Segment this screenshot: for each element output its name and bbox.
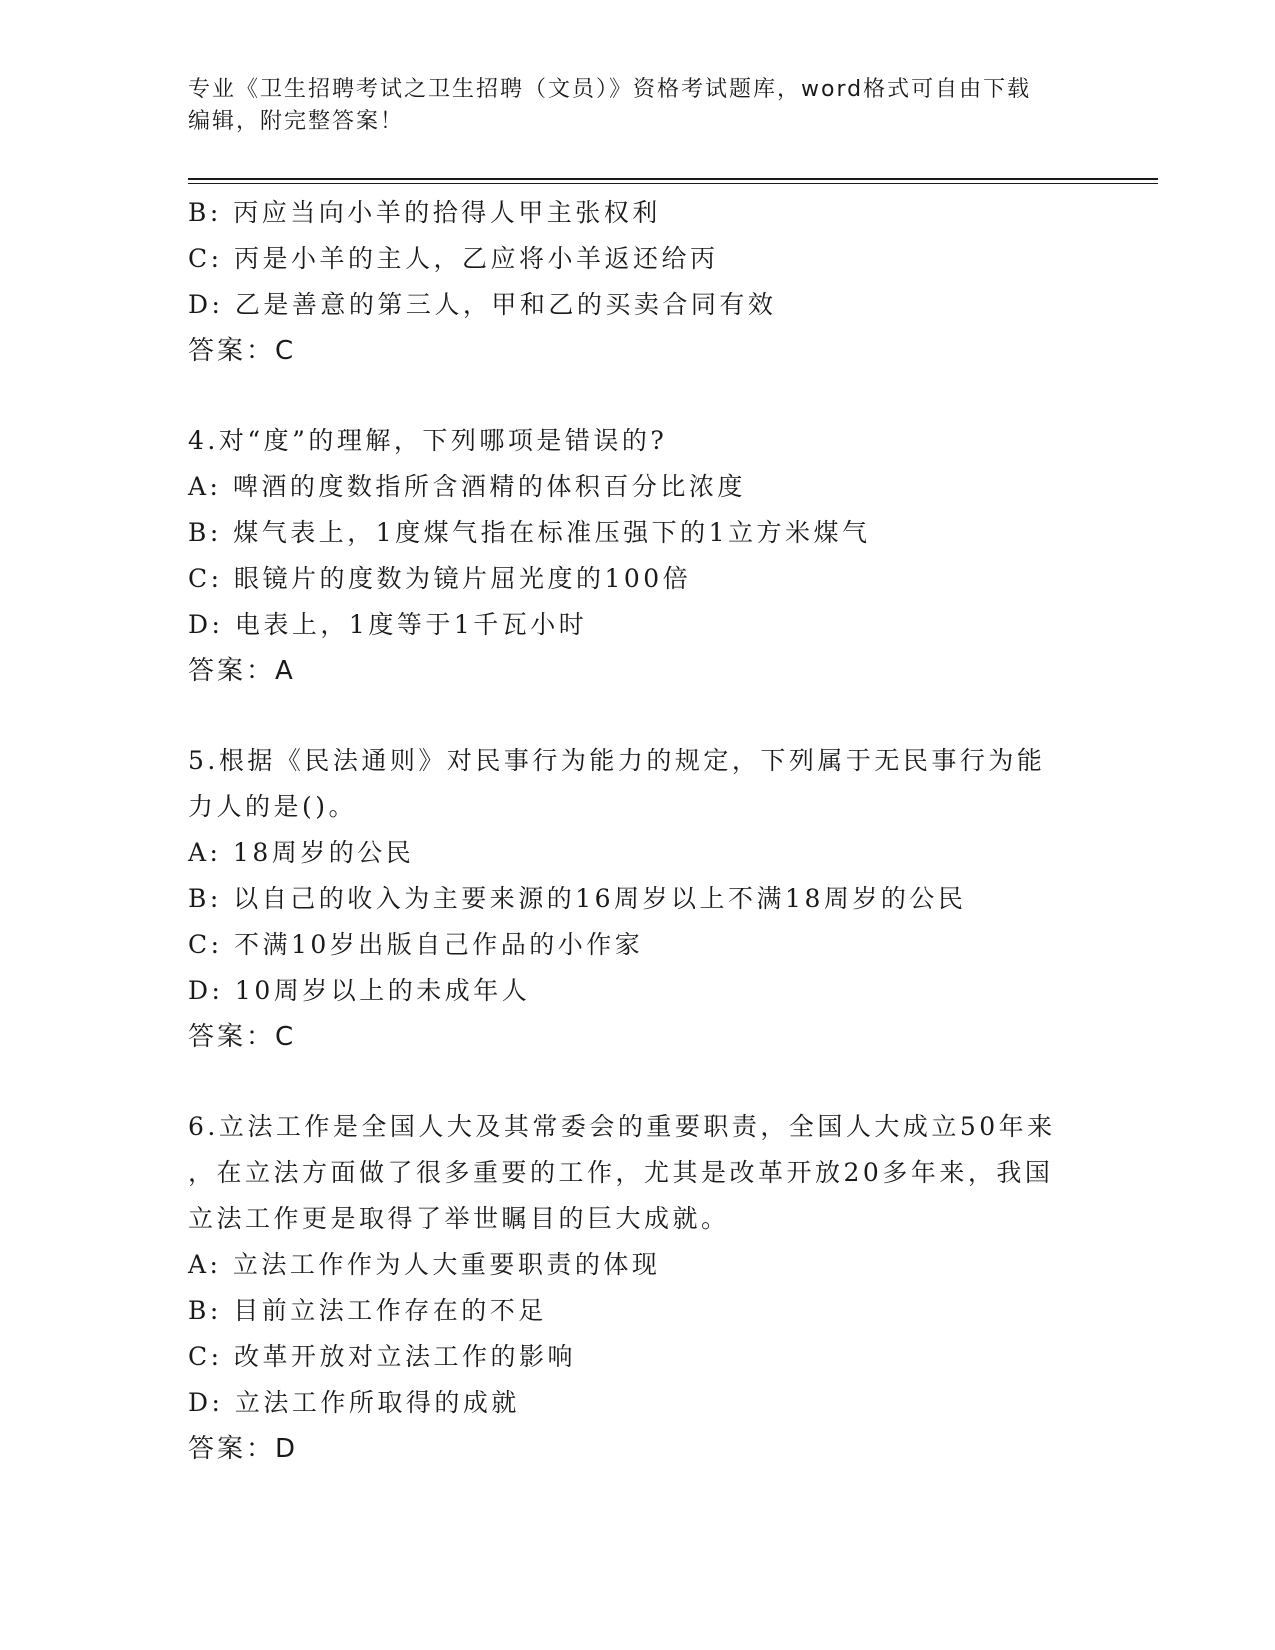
option-d: D: 乙是善意的第三人，甲和乙的买卖合同有效 [188, 290, 777, 319]
question-5 [188, 738, 1088, 1060]
question-6 [188, 1104, 1088, 1472]
header-line-1: 专业《卫生招聘考试之卫生招聘（文员）》资格考试题库，word格式可自由下载 [188, 77, 1032, 102]
header-line-2: 编辑，附完整答案！ [188, 109, 405, 134]
option-c: C: 改革开放对立法工作的影响 [188, 1342, 576, 1371]
answer-label: 答案：C [188, 1022, 297, 1052]
option-a: A: 立法工作作为人大重要职责的体现 [188, 1250, 661, 1279]
option-d: D: 立法工作所取得的成就 [188, 1388, 520, 1417]
option-d: D: 电表上，1度等于1千瓦小时 [188, 610, 588, 639]
option-c: C: 不满10岁出版自己作品的小作家 [188, 930, 644, 959]
spacer [188, 1060, 1088, 1104]
question-stem-line-1: 6.立法工作是全国人大及其常委会的重要职责，全国人大成立50年来 [188, 1112, 1056, 1141]
option-b: B: 以自己的收入为主要来源的16周岁以上不满18周岁的公民 [188, 884, 967, 913]
question-4 [188, 418, 1088, 694]
question-stem-line-1: 5.根据《民法通则》对民事行为能力的规定，下列属于无民事行为能 [188, 746, 1046, 775]
question-stem-line-2: ，在立法方面做了很多重要的工作，尤其是改革开放20多年来，我国 [188, 1158, 1054, 1187]
question-stem-line-2: 力人的是()。 [188, 792, 358, 821]
document-header [188, 74, 1068, 138]
answer-label: 答案：A [188, 656, 296, 686]
option-a: A: 啤酒的度数指所含酒精的体积百分比浓度 [188, 472, 746, 501]
header-rule-thin [188, 183, 1158, 184]
spacer [188, 694, 1088, 738]
question-3 [188, 190, 1088, 374]
option-b: B: 目前立法工作存在的不足 [188, 1296, 547, 1325]
option-c: C: 眼镜片的度数为镜片屈光度的100倍 [188, 564, 692, 593]
spacer [188, 374, 1088, 418]
answer-label: 答案：C [188, 336, 297, 366]
header-rule-thick [188, 178, 1158, 180]
question-stem-line-3: 立法工作更是取得了举世瞩目的巨大成就。 [188, 1204, 730, 1233]
question-content [188, 190, 1088, 1472]
option-a: A: 18周岁的公民 [188, 838, 415, 867]
option-c: C: 丙是小羊的主人，乙应将小羊返还给丙 [188, 244, 719, 273]
option-b: B: 丙应当向小羊的拾得人甲主张权利 [188, 198, 661, 227]
option-b: B: 煤气表上，1度煤气指在标准压强下的1立方米煤气 [188, 518, 871, 547]
option-d: D: 10周岁以上的未成年人 [188, 976, 531, 1005]
answer-label: 答案：D [188, 1434, 299, 1464]
question-stem: 4.对“度”的理解，下列哪项是错误的? [188, 426, 668, 455]
